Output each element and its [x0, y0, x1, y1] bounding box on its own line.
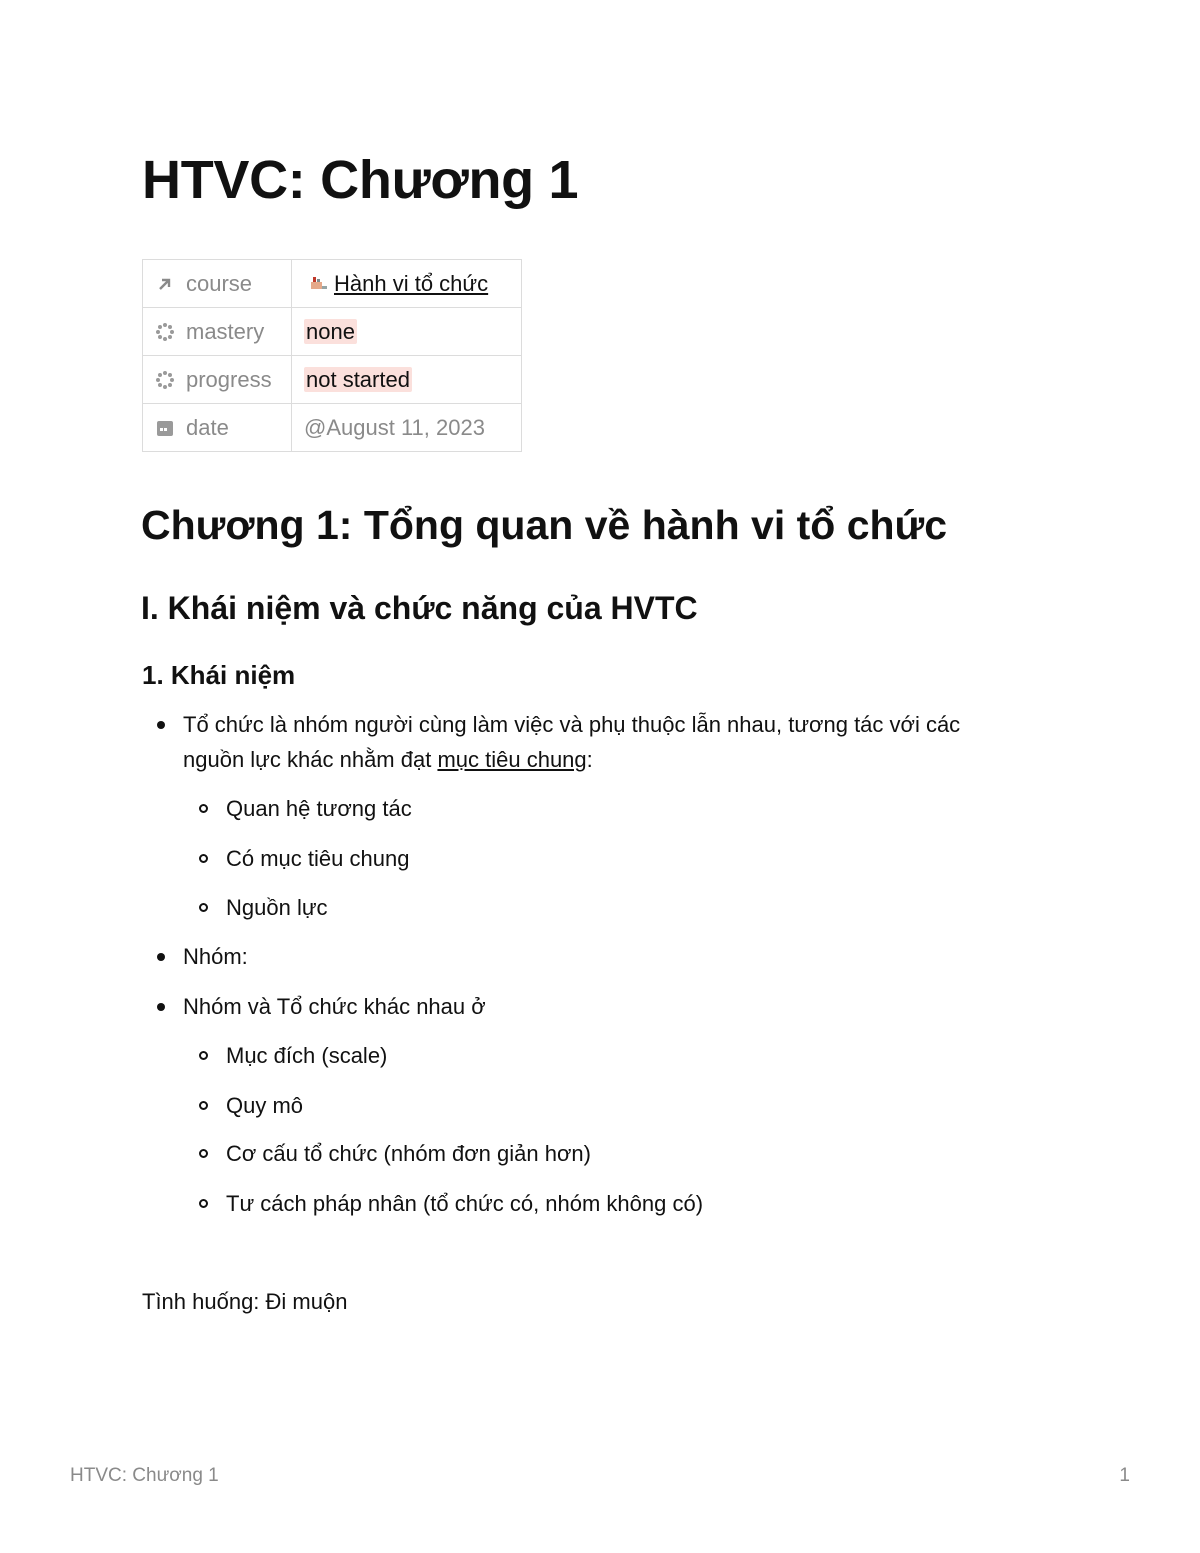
list-item: Tư cách pháp nhân (tổ chức có, nhóm không có) — [226, 1186, 1026, 1221]
mastery-tag[interactable]: none — [306, 318, 355, 344]
property-value-cell — [292, 404, 522, 452]
property-row-progress — [143, 356, 522, 404]
list-item: Nhóm và Tổ chức khác nhau ở — [183, 989, 1043, 1024]
page-number: 1 — [1119, 1465, 1130, 1486]
property-row-mastery — [143, 308, 522, 356]
hollow-bullet-icon — [199, 1101, 208, 1110]
paragraph: Tình huống: Đi muộn — [142, 1289, 348, 1314]
calendar-icon — [155, 418, 175, 438]
section-heading: Chương 1: Tổng quan về hành vi tổ chức — [141, 502, 948, 548]
property-name: date — [186, 414, 229, 440]
hollow-bullet-icon — [199, 903, 208, 912]
properties-table — [142, 259, 522, 452]
property-name-cell — [143, 356, 292, 404]
property-name: progress — [186, 366, 272, 392]
property-name-cell — [143, 308, 292, 356]
list-item: Tổ chức là nhóm người cùng làm việc và phụ thuộc lẫn nhau, tương tác với các nguồn lực khác nhằm đạt mục tiêu chung: — [183, 707, 1043, 777]
page-title: HTVC: Chương 1 — [142, 150, 579, 210]
list-item: Nhóm: — [183, 939, 1043, 974]
list-item: Quan hệ tương tác — [226, 791, 1026, 826]
status-spinner-icon — [155, 370, 175, 390]
list-item: Mục đích (scale) — [226, 1038, 1026, 1073]
property-name: mastery — [186, 318, 265, 344]
property-value-cell — [292, 308, 522, 356]
hollow-bullet-icon — [199, 854, 208, 863]
list-item: Có mục tiêu chung — [226, 841, 1026, 876]
subsection-heading: I. Khái niệm và chức năng của HVTC — [141, 590, 698, 626]
list-item: Nguồn lực — [226, 890, 1026, 925]
property-name-cell — [143, 260, 292, 308]
property-row-course — [143, 260, 522, 308]
footer-title: HTVC: Chương 1 — [70, 1465, 219, 1486]
bullet-icon — [157, 1003, 165, 1011]
property-name: course — [186, 270, 253, 296]
hollow-bullet-icon — [199, 804, 208, 813]
arrow-up-right-icon — [155, 274, 175, 294]
bullet-icon — [157, 721, 165, 729]
progress-tag[interactable]: not started — [306, 366, 410, 392]
hollow-bullet-icon — [199, 1149, 208, 1158]
property-name-cell — [143, 404, 292, 452]
course-link[interactable]: Hành vi tổ chức — [334, 270, 489, 296]
list-item: Quy mô — [226, 1088, 1026, 1123]
property-row-date — [143, 404, 522, 452]
bullet-icon — [157, 953, 165, 961]
hollow-bullet-icon — [199, 1199, 208, 1208]
list-item: Cơ cấu tổ chức (nhóm đơn giản hơn) — [226, 1136, 1026, 1171]
hollow-bullet-icon — [199, 1051, 208, 1060]
property-value-cell — [292, 260, 522, 308]
course-page-icon — [308, 272, 330, 294]
date-value[interactable]: @August 11, 2023 — [304, 414, 485, 440]
subsubsection-heading: 1. Khái niệm — [142, 660, 296, 690]
property-value-cell — [292, 356, 522, 404]
status-spinner-icon — [155, 322, 175, 342]
goal-link[interactable]: mục tiêu chung — [437, 747, 587, 772]
